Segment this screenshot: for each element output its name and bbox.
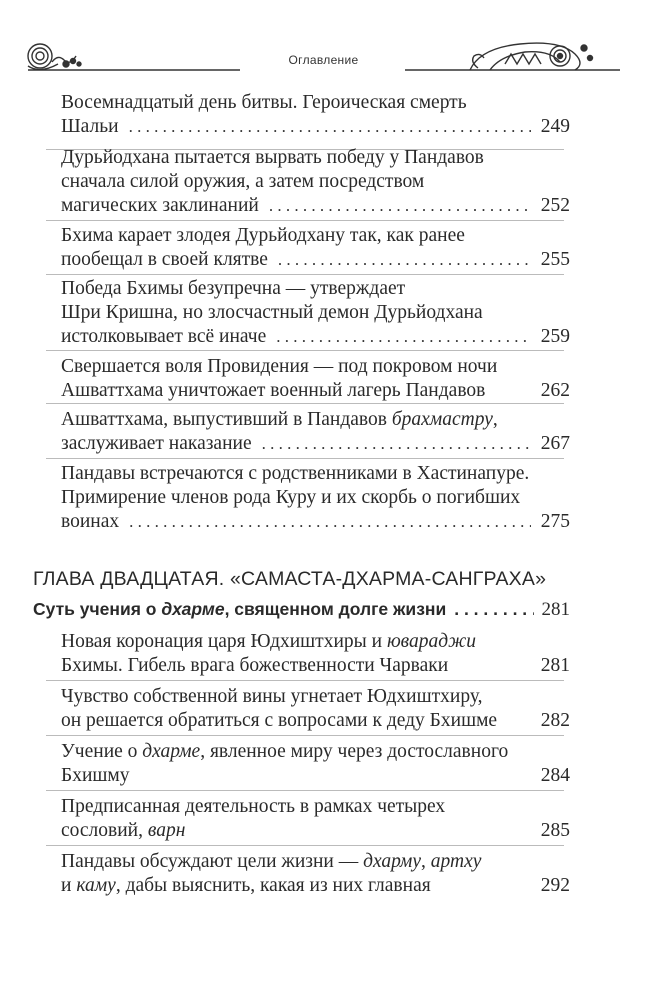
entry-line: Примирение членов рода Куру и их скорбь о погибших	[61, 487, 521, 508]
entry-line: Победа Бхимы безупречна — утверждает	[61, 278, 406, 299]
page-number: 252	[540, 195, 570, 216]
toc-entry[interactable]	[61, 408, 570, 456]
divider	[46, 350, 564, 351]
entry-line: сословий, варн	[61, 820, 186, 841]
toc-entry[interactable]	[61, 850, 570, 898]
entry-line: Дурьйодхана пытается вырвать победу у Пандавов	[61, 147, 484, 168]
entry-line: Новая коронация царя Юдхиштхиры и ювараджи	[61, 631, 477, 652]
divider	[46, 735, 564, 736]
page-number: 282	[540, 710, 570, 731]
divider	[46, 220, 564, 221]
entry-line: он решается обратиться с вопросами к деду Бхишме	[61, 710, 498, 731]
running-header	[0, 34, 647, 78]
page-number: 275	[540, 511, 570, 532]
page-number: 281	[540, 655, 570, 676]
page-number: 262	[540, 380, 570, 401]
section-title-part: Суть учения о	[33, 599, 162, 619]
toc-entry[interactable]	[61, 277, 570, 349]
entry-line: Восемнадцатый день битвы. Героическая смерть	[61, 92, 467, 113]
entry-line: истолковывает всё иначе	[61, 326, 267, 347]
entry-line: магических заклинаний	[61, 195, 259, 216]
entry-line: Чувство собственной вины угнетает Юдхиштхиру,	[61, 686, 483, 707]
page-number: 267	[540, 433, 570, 454]
toc-entry[interactable]	[61, 91, 570, 139]
toc-entry[interactable]	[61, 795, 570, 843]
dot-leader	[129, 510, 531, 534]
dot-leader	[276, 325, 530, 349]
entry-line: Шри Кришна, но злосчастный демон Дурьйодхана	[61, 302, 483, 323]
page-number: 249	[540, 116, 570, 137]
toc-entry[interactable]	[61, 685, 570, 733]
divider	[46, 458, 564, 459]
section-title-part: , священном долге жизни	[224, 599, 447, 619]
entry-line: Бхима карает злодея Дурьйодхану так, как ранее	[61, 225, 465, 246]
section-title-part: дхарме	[161, 599, 225, 619]
entry-line: Ашваттхама уничтожает военный лагерь Пандавов	[61, 380, 486, 401]
entry-line: Пандавы обсуждают цели жизни — дхарму, артху	[61, 851, 482, 872]
entry-line: Бхишму	[61, 765, 130, 786]
section-title	[33, 597, 446, 621]
divider	[46, 680, 564, 681]
entry-line: Пандавы встречаются с родственниками в Хастинапуре.	[61, 463, 530, 484]
dot-leader	[454, 597, 533, 621]
entry-line: воинах	[61, 511, 120, 532]
divider	[46, 790, 564, 791]
page-number: 284	[540, 765, 570, 786]
toc-entry[interactable]	[61, 630, 570, 678]
entry-line: Свершается воля Провидения — под покровом ночи	[61, 356, 498, 377]
entry-line: Предписанная деятельность в рамках четырех	[61, 796, 446, 817]
entry-line: заслуживает наказание	[61, 433, 252, 454]
dot-leader	[269, 194, 531, 218]
page-number: 255	[540, 249, 570, 270]
toc-entry[interactable]	[61, 146, 570, 218]
entry-line: Учение о дхарме, явленное миру через достославного	[61, 741, 509, 762]
page-number: 259	[540, 326, 570, 347]
divider	[46, 845, 564, 846]
entry-line: Бхимы. Гибель врага божественности Чарваки	[61, 655, 449, 676]
divider	[46, 403, 564, 404]
toc-entry[interactable]	[61, 740, 570, 788]
dot-leader	[262, 432, 531, 456]
entry-line: пообещал в своей клятве	[61, 249, 268, 270]
toc-entry[interactable]	[61, 224, 570, 272]
divider	[46, 274, 564, 275]
entry-line: сначала силой оружия, а затем посредством	[61, 171, 425, 192]
entry-line: Шальи	[61, 116, 119, 137]
header-title: Оглавление	[288, 53, 359, 67]
toc-entry[interactable]	[61, 355, 570, 403]
chapter-title[interactable]: ГЛАВА ДВАДЦАТАЯ. «САМАСТА-ДХАРМА-САНГРАХА»	[33, 568, 547, 590]
page-number: 281	[541, 599, 570, 620]
toc-entry[interactable]	[61, 462, 570, 534]
page-number: 292	[540, 875, 570, 896]
entry-line: и каму, дабы выяснить, какая из них главная	[61, 875, 431, 896]
section-entry[interactable]	[33, 597, 570, 622]
page-number: 285	[540, 820, 570, 841]
entry-line: Ашваттхама, выпустивший в Пандавов брахмастру,	[61, 409, 498, 430]
dot-leader	[278, 248, 531, 272]
dot-leader	[129, 115, 531, 139]
